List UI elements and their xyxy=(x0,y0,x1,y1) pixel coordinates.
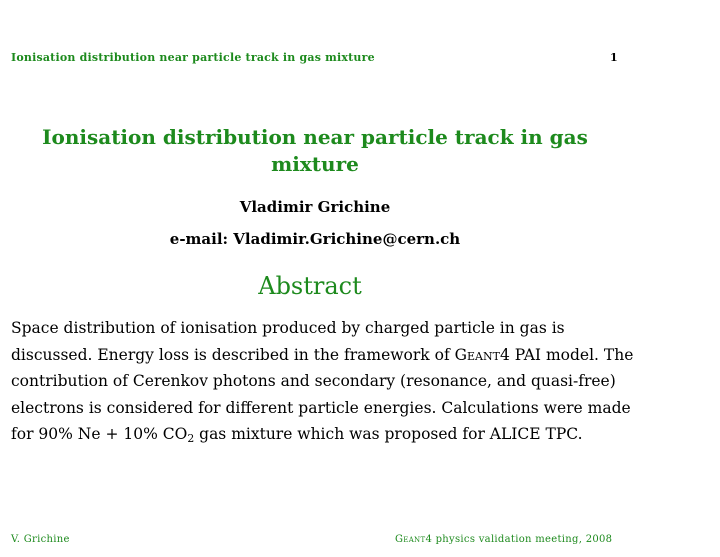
abstract-text-part2: 4 PAI model. The contribution of Cerenkov photons and secondary (resonance, and quasi-free) electrons is considered for different particle energies. Calculations were made for 90% Ne + 10% CO xyxy=(11,345,634,443)
abstract-text xyxy=(11,315,641,448)
abstract-geant-name: Geant xyxy=(454,345,500,364)
paper-title: Ionisation distribution near particle track in gas mixture xyxy=(42,125,588,176)
author-name: Vladimir Grichine xyxy=(239,198,391,216)
footer-meeting-suffix: 4 physics validation meeting, 2008 xyxy=(425,534,613,545)
running-header-title: Ionisation distribution near particle track in gas mixture xyxy=(11,51,375,64)
abstract-text-part3: gas mixture which was proposed for ALICE TPC. xyxy=(194,425,583,443)
footer-author: V. Grichine xyxy=(11,534,70,545)
abstract-heading: Abstract xyxy=(258,272,362,300)
abstract-text-part1: Space distribution of ionisation produced by charged particle in gas is discussed. Energy loss is described in the framework of xyxy=(11,319,565,364)
co2-subscript: 2 xyxy=(187,432,195,445)
footer-geant-name: Geant xyxy=(395,534,426,545)
page-number: 1 xyxy=(610,51,618,64)
author-email: e-mail: Vladimir.Grichine@cern.ch xyxy=(169,230,461,248)
footer-meeting xyxy=(395,534,612,545)
